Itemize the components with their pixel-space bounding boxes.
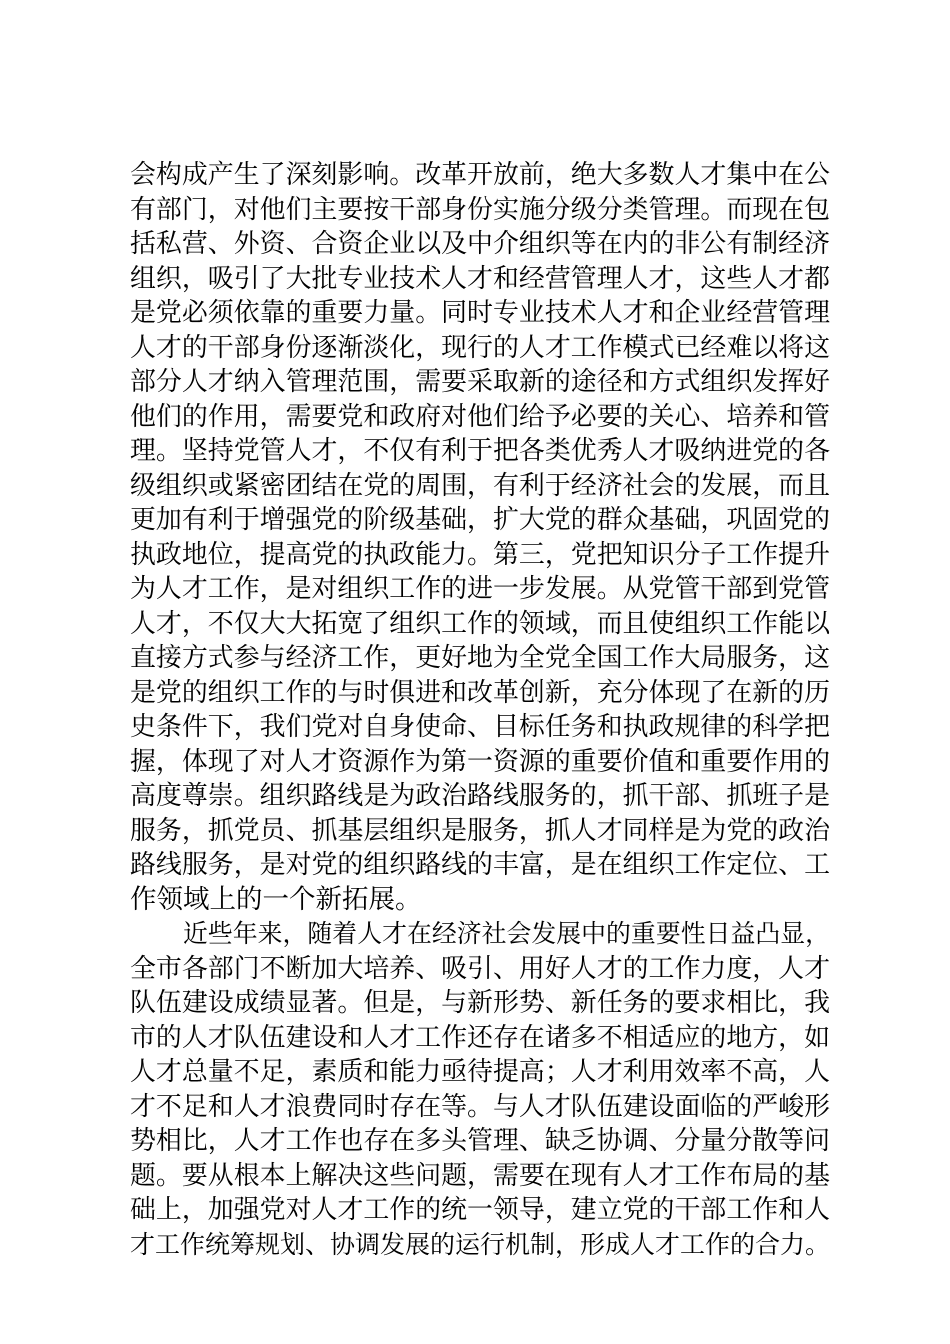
text-line: 作领域上的一个新拓展。 [130, 883, 422, 915]
text-line: 势相比，人才工作也存在多头管理、缺乏协调、分量分散等问 [130, 1126, 830, 1156]
text-line: 理。坚持党管人才，不仅有利于把各类优秀人才吸纳进党的各 [130, 436, 830, 466]
paragraph-1 [130, 158, 830, 917]
text-line: 高度尊崇。组织路线是为政治路线服务的，抓干部、抓班子是 [130, 781, 830, 811]
text-line: 路线服务，是对党的组织路线的丰富，是在组织工作定位、工 [130, 850, 830, 880]
text-line: 服务，抓党员、抓基层组织是服务，抓人才同样是为党的政治 [130, 815, 830, 846]
paragraph-2 [130, 917, 830, 1262]
text-line: 括私营、外资、合资企业以及中介组织等在内的非公有制经济 [130, 229, 830, 259]
text-line: 是党的组织工作的与时俱进和改革创新，充分体现了在新的历 [130, 677, 830, 708]
text-line: 更加有利于增强党的阶级基础，扩大党的群众基础，巩固党的 [130, 505, 830, 535]
text-line: 为人才工作，是对组织工作的进一步发展。从党管干部到党管 [130, 574, 830, 604]
text-line: 直接方式参与经济工作，更好地为全党全国工作大局服务，这 [130, 643, 830, 673]
text-line: 有部门，对他们主要按干部身份实施分级分类管理。而现在包 [130, 194, 830, 225]
text-line: 握，体现了对人才资源作为第一资源的重要价值和重要作用的 [130, 746, 830, 777]
text-line: 人才总量不足，素质和能力亟待提高；人才利用效率不高，人 [130, 1057, 830, 1087]
text-line: 级组织或紧密团结在党的周围，有利于经济社会的发展，而且 [130, 470, 830, 501]
text-line: 市的人才队伍建设和人才工作还存在诸多不相适应的地方，如 [130, 1022, 830, 1053]
body-text [130, 158, 830, 1262]
text-line: 础上，加强党对人才工作的统一领导，建立党的干部工作和人 [130, 1195, 830, 1225]
text-line: 他们的作用，需要党和政府对他们给予必要的关心、培养和管 [130, 401, 830, 432]
text-line: 会构成产生了深刻影响。改革开放前，绝大多数人才集中在公 [130, 160, 830, 190]
text-line: 队伍建设成绩显著。但是，与新形势、新任务的要求相比，我 [130, 988, 830, 1018]
text-line: 近些年来，随着人才在经济社会发展中的重要性日益凸显， [183, 919, 830, 948]
text-line: 人才，不仅大大拓宽了组织工作的领域，而且使组织工作能以 [130, 608, 830, 639]
text-line: 部分人才纳入管理范围，需要采取新的途径和方式组织发挥好 [130, 367, 830, 397]
text-line: 全市各部门不断加大培养、吸引、用好人才的工作力度，人才 [130, 953, 830, 984]
text-line: 执政地位，提高党的执政能力。第三，党把知识分子工作提升 [130, 539, 830, 570]
text-line: 题。要从根本上解决这些问题，需要在现有人才工作布局的基 [130, 1160, 830, 1191]
text-line: 组织，吸引了大批专业技术人才和经营管理人才，这些人才都 [130, 263, 830, 294]
text-line: 史条件下，我们党对自身使命、目标任务和执政规律的科学把 [130, 712, 830, 742]
text-line: 是党必须依靠的重要力量。同时专业技术人才和企业经营管理 [130, 298, 830, 328]
text-line: 才工作统筹规划、协调发展的运行机制，形成人才工作的合力。 [130, 1229, 831, 1259]
text-line: 人才的干部身份逐渐淡化，现行的人才工作模式已经难以将这 [130, 332, 830, 363]
text-line: 才不足和人才浪费同时存在等。与人才队伍建设面临的严峻形 [130, 1091, 830, 1122]
